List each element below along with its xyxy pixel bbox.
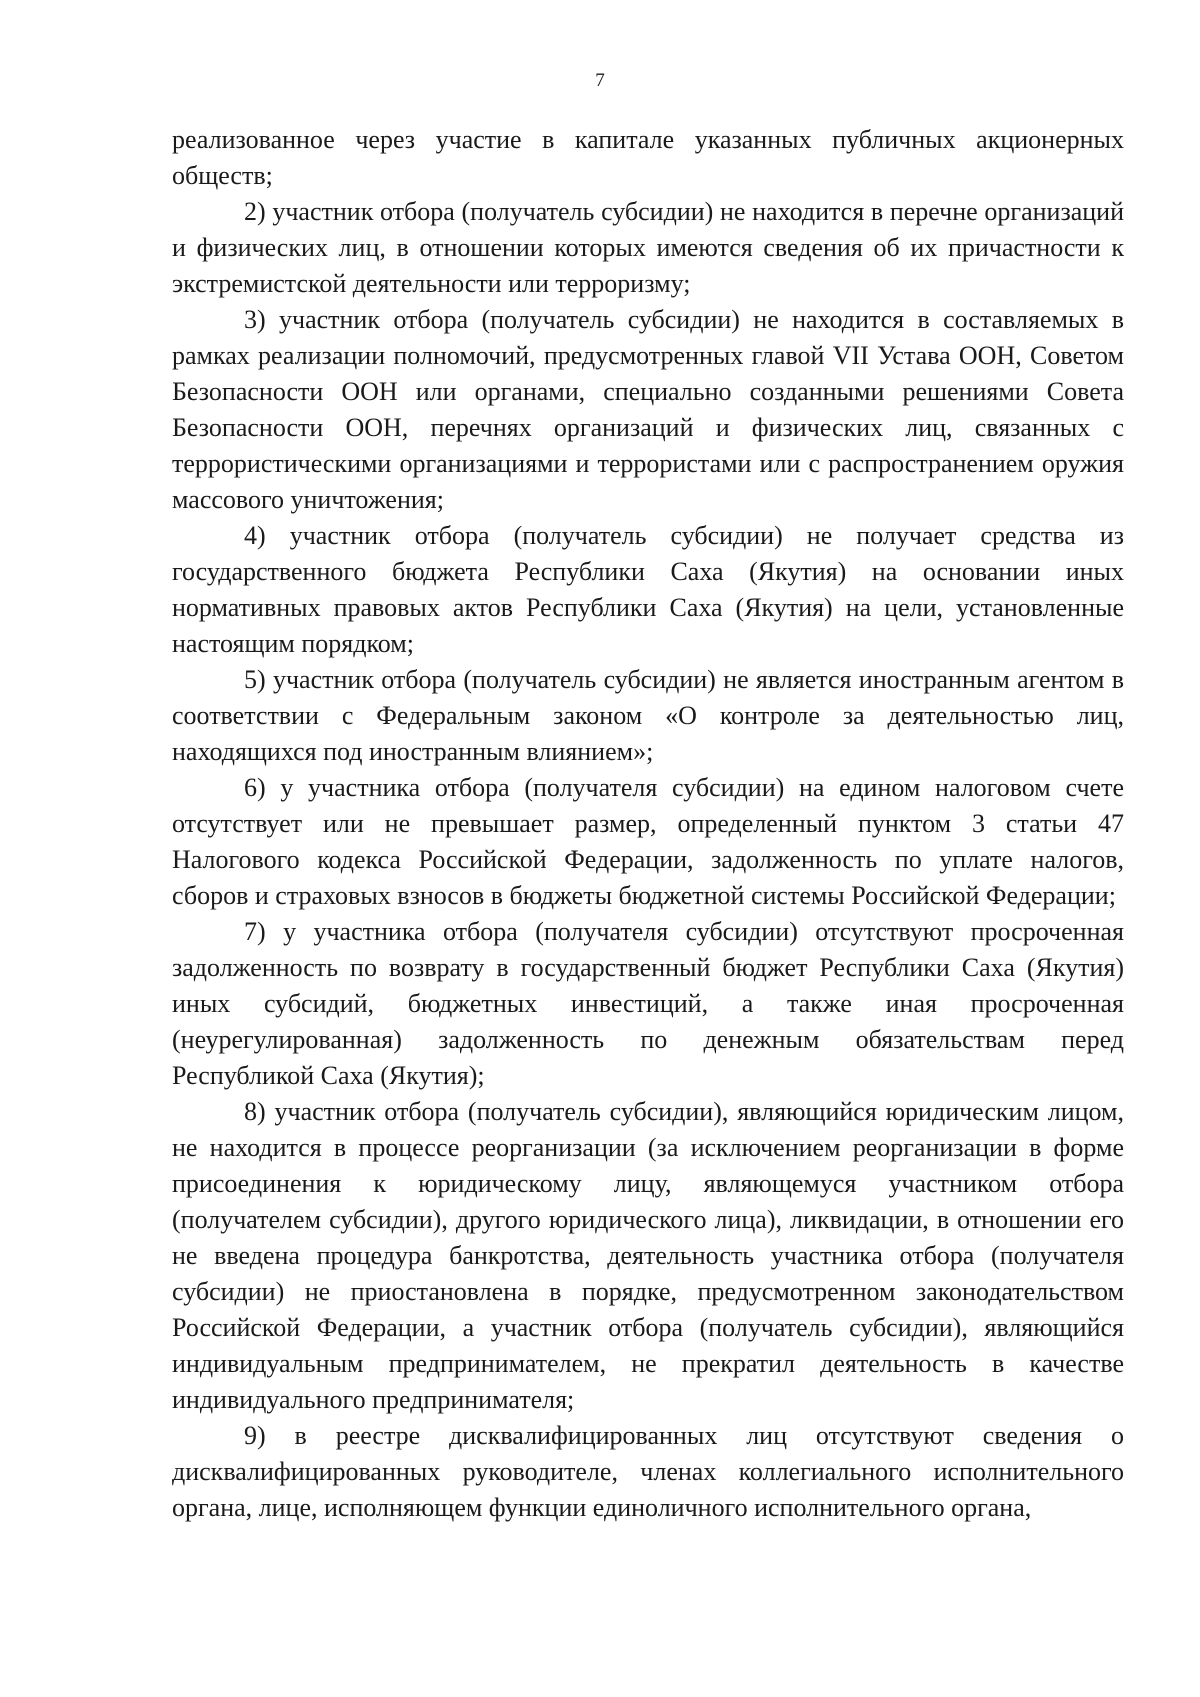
- paragraph-item-6: 6) у участника отбора (получателя субсидии) на едином налоговом счете отсутствует или не превышает размер, определенный пунктом 3 статьи 47 Налогового кодекса Российской Федерации, задолженность по уплате налогов, сборов и страховых взносов в бюджеты бюджетной системы Российской Федерации;: [172, 773, 1124, 910]
- page-number: 7: [595, 70, 605, 91]
- paragraph-item-7: 7) у участника отбора (получателя субсидии) отсутствуют просроченная задолженность по возврату в государственный бюджет Республики Саха (Якутия) иных субсидий, бюджетных инвестиций, а также иная просроченная (неурегулированная) задолженность по денежным обязательствам перед Республикой Саха (Якутия);: [172, 917, 1124, 1090]
- document-body: [172, 122, 1124, 1526]
- paragraph-item-5: 5) участник отбора (получатель субсидии) не является иностранным агентом в соответствии с Федеральным законом «О контроле за деятельностью лиц, находящихся под иностранным влиянием»;: [172, 665, 1124, 766]
- paragraph-item-4: 4) участник отбора (получатель субсидии) не получает средства из государственного бюджета Республики Саха (Якутия) на основании иных нормативных правовых актов Республики Саха (Якутия) на цели, установленные настоящим порядком;: [172, 521, 1124, 658]
- paragraph-item-9: 9) в реестре дисквалифицированных лиц отсутствуют сведения о дисквалифицированных руководителе, членах коллегиального исполнительного органа, лице, исполняющем функции единоличного исполнительного органа,: [172, 1421, 1124, 1522]
- paragraph-item-3: 3) участник отбора (получатель субсидии) не находится в составляемых в рамках реализации полномочий, предусмотренных главой VII Устава ООН, Советом Безопасности ООН или органами, специально созданными решениями Совета Безопасности ООН, перечнях организаций и физических лиц, связанных с террористическими организациями и террористами или с распространением оружия массового уничтожения;: [172, 305, 1124, 514]
- paragraph-continuation: реализованное через участие в капитале указанных публичных акционерных обществ;: [172, 125, 1124, 190]
- paragraph-item-8: 8) участник отбора (получатель субсидии), являющийся юридическим лицом, не находится в процессе реорганизации (за исключением реорганизации в форме присоединения к юридическому лицу, являющемуся участником отбора (получателем субсидии), другого юридического лица), ликвидации, в отношении его не введена процедура банкротства, деятельность участника отбора (получателя субсидии) не приостановлена в порядке, предусмотренном законодательством Российской Федерации, а участник отбора (получатель субсидии), являющийся индивидуальным предпринимателем, не прекратил деятельность в качестве индивидуального предпринимателя;: [172, 1097, 1124, 1414]
- paragraph-item-2: 2) участник отбора (получатель субсидии) не находится в перечне организаций и физических лиц, в отношении которых имеются сведения об их причастности к экстремистской деятельности или терроризму;: [172, 197, 1124, 298]
